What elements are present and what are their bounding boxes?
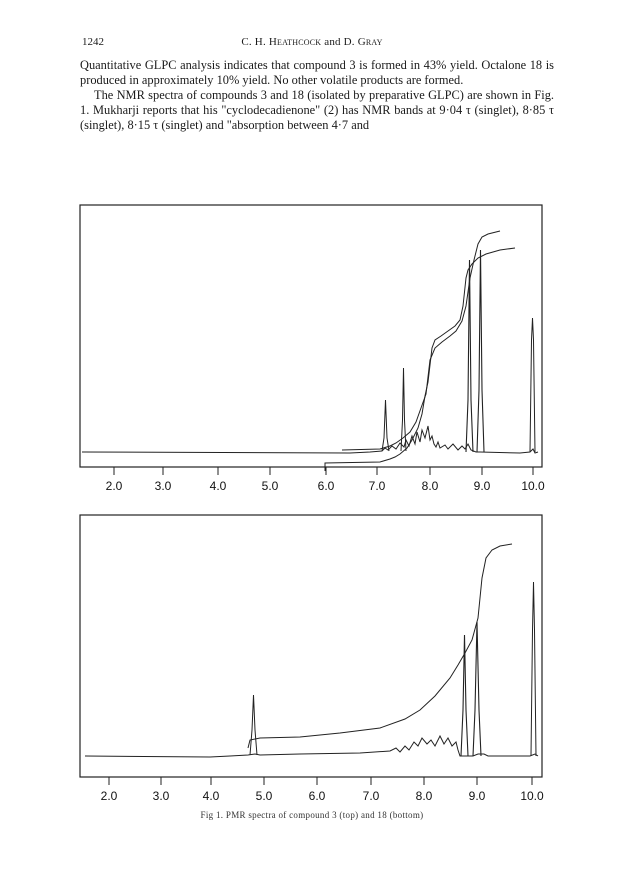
tick-label: 6.0 [308,789,326,803]
paragraph-1: Quantitative GLPC analysis indicates that compound 3 is formed in 43% yield. Octalone 18 is produced in approximately 10% yield. No other volatile products are formed. [80,58,554,87]
tick-label: 4.0 [202,789,220,803]
tick-label: 2.0 [105,479,123,493]
page-number: 1242 [82,36,104,48]
tick-label: 2.0 [100,789,118,803]
tick-label: 8.0 [421,479,439,493]
x-axis-ticks [114,467,533,475]
tick-label: 7.0 [368,479,386,493]
peak-10-0 [531,582,536,756]
peak-9-04 [477,250,484,452]
peak-7-2 [382,400,389,451]
x-axis-ticks [109,777,532,785]
tick-label: 8.0 [415,789,433,803]
plot-frame [80,515,542,777]
paragraph-2: The NMR spectra of compounds 3 and 18 (isolated by preparative GLPC) are shown in Fig. 1. Mukharji reports that his "cyclodecadienone" (2) has NMR bands at 9·04 τ (singlet), 8·85 τ (singlet), 8·15 τ (singlet) and "absorption between 4·7 and [80,88,554,132]
tick-label: 7.0 [362,789,380,803]
peak-8-9 [473,622,481,756]
tick-label: 6.0 [317,479,335,493]
plot-frame [80,205,542,467]
peak-8-85 [466,260,473,452]
peak-4-7 [250,695,257,755]
peak-10-0 [530,318,535,452]
tick-label: 5.0 [255,789,273,803]
spectrum-top [60,200,560,502]
body-text [80,58,554,133]
tick-label: 3.0 [154,479,172,493]
tick-label: 4.0 [209,479,227,493]
tick-label: 5.0 [261,479,279,493]
tick-label: 9.0 [468,789,486,803]
tick-label: 9.0 [473,479,491,493]
tick-label: 3.0 [152,789,170,803]
tick-label: 10.0 [521,479,545,493]
figure-caption: Fig 1. PMR spectra of compound 3 (top) and 18 (bottom) [200,810,424,820]
running-head: C. H. Heathcock and D. Gray [241,36,383,48]
baseline-trace [82,426,538,453]
integral-trace [248,544,512,748]
tick-label: 10.0 [520,789,544,803]
integral-trace-1 [325,248,515,471]
spectrum-bottom [60,510,560,812]
baseline-trace [85,736,538,757]
